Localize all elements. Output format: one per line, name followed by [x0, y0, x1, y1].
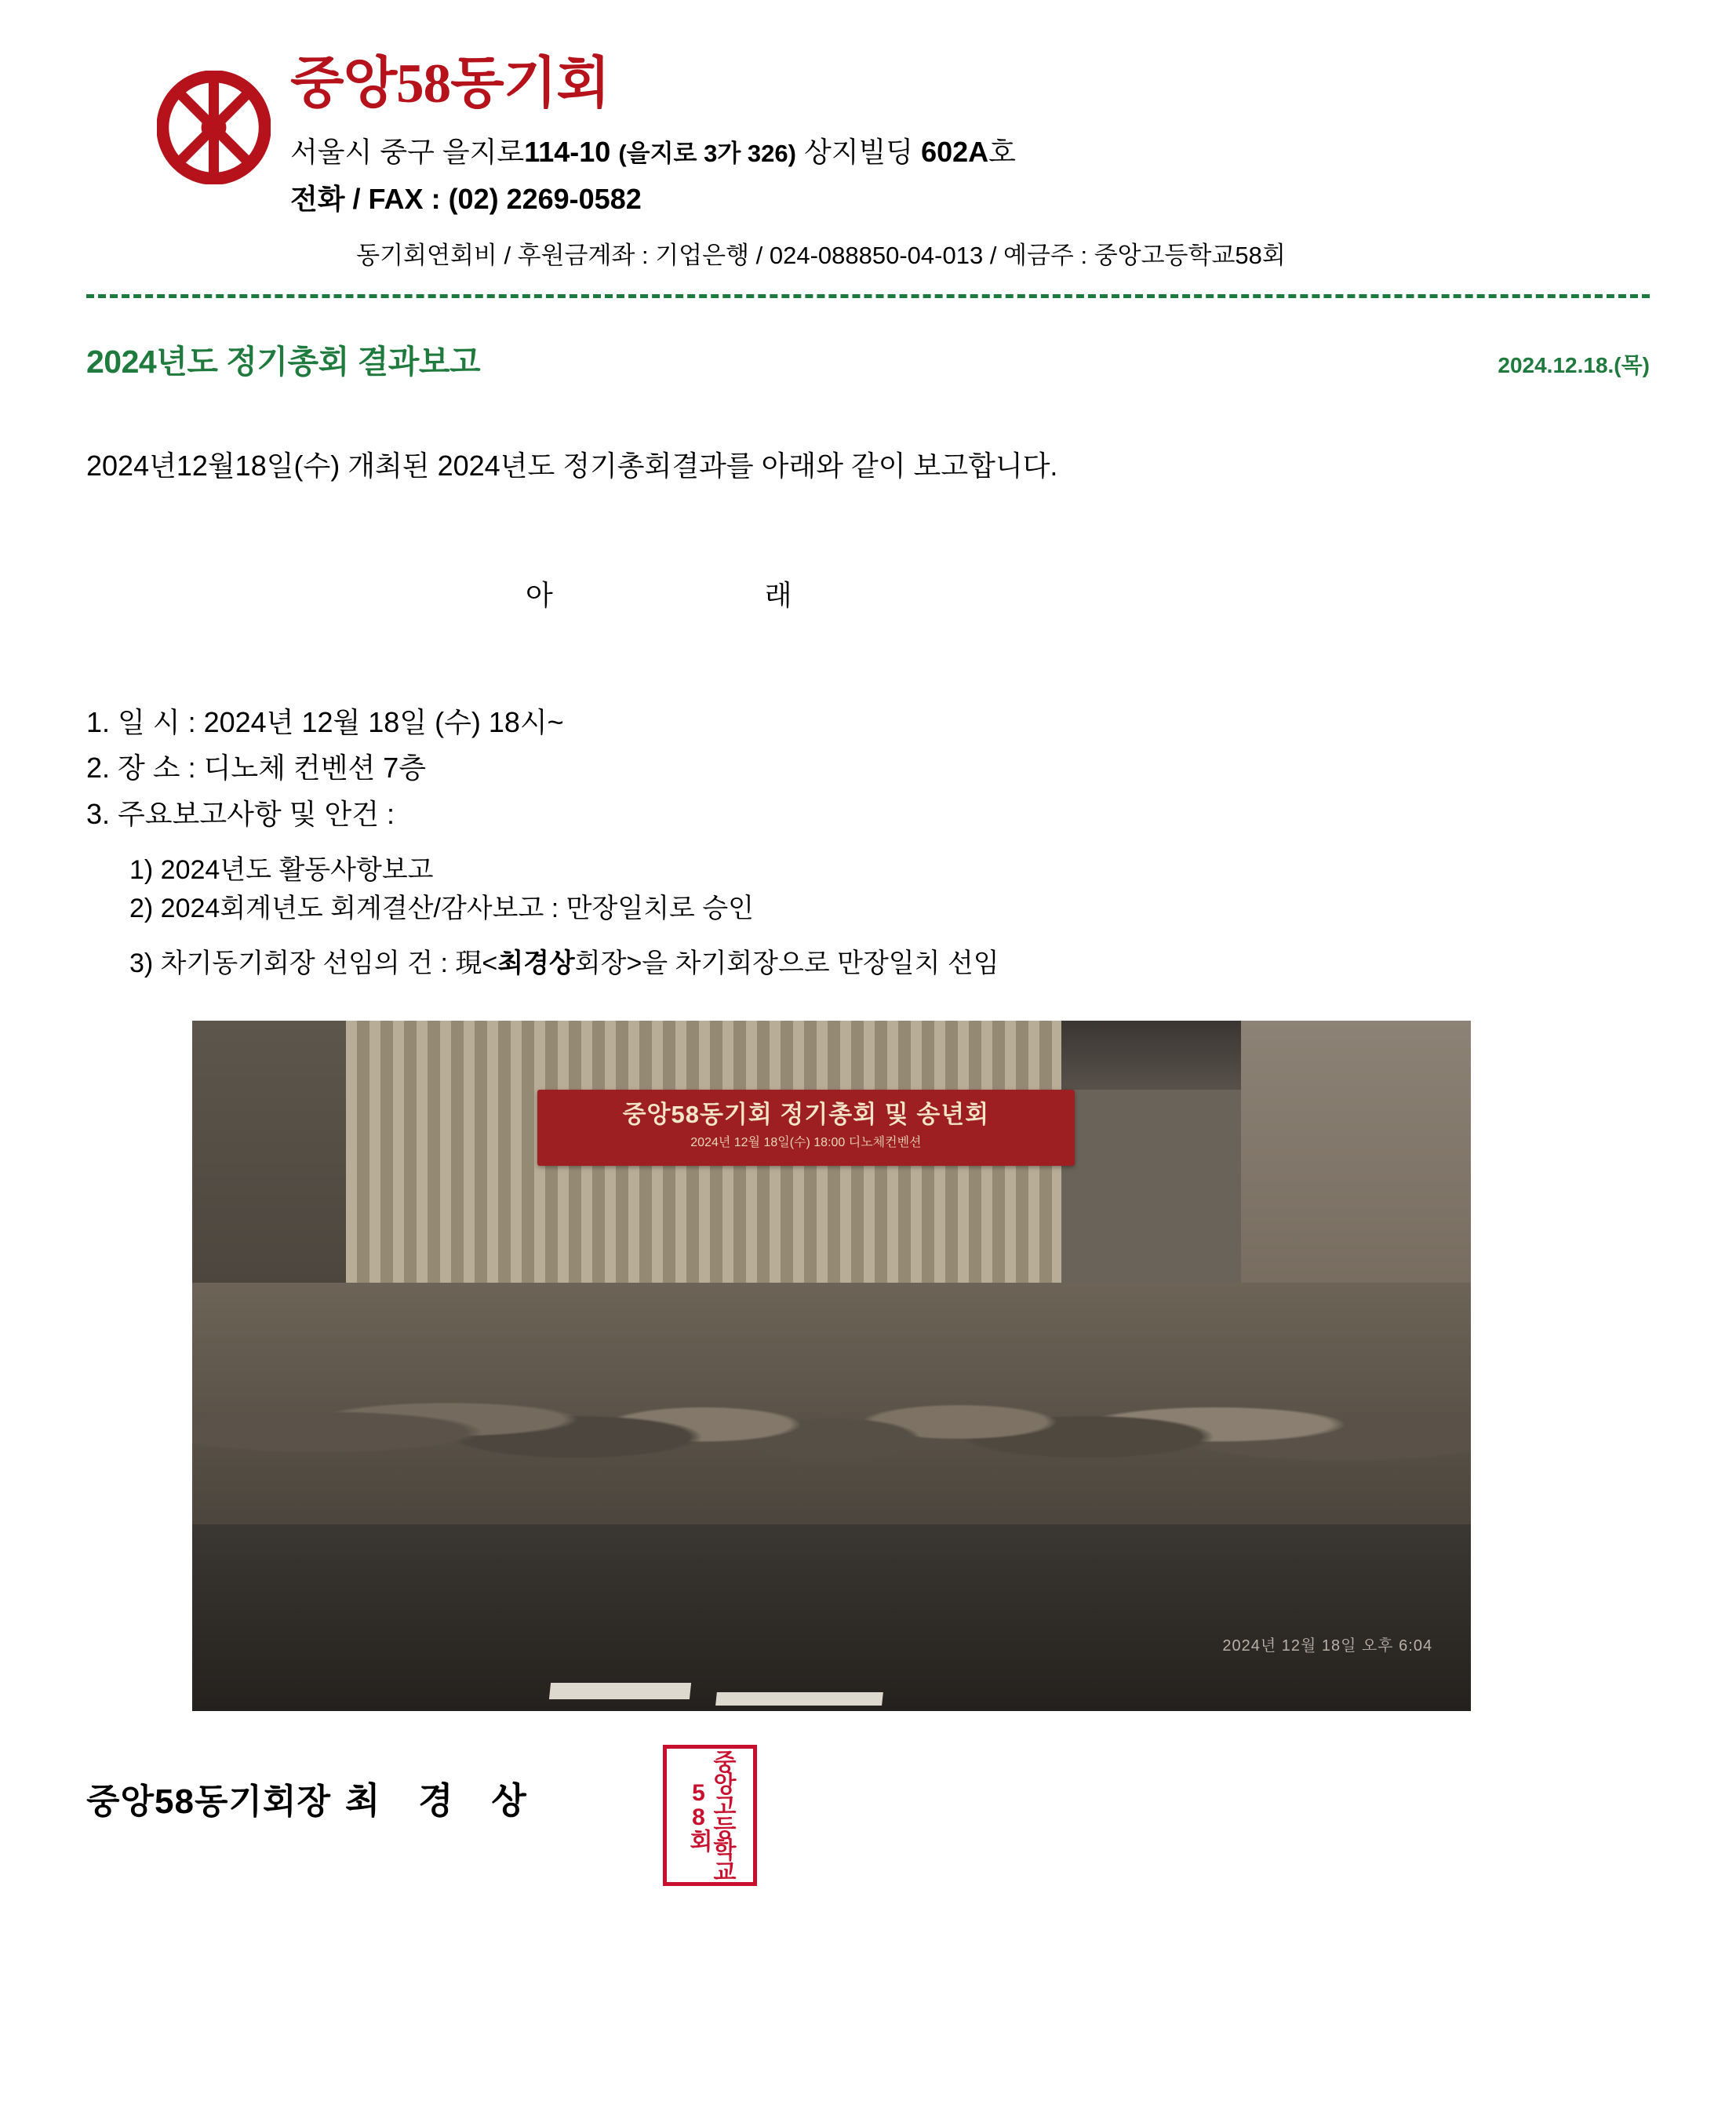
- photo-banner: [537, 1090, 1075, 1166]
- arae-label: 아 래: [526, 579, 894, 612]
- signature-title: 중앙58동기회장: [86, 1782, 331, 1821]
- photo-tables: [192, 1524, 1471, 1711]
- signature-row: [86, 1749, 1736, 1881]
- group-photo: [192, 1021, 1471, 1711]
- agenda-list: [86, 700, 1650, 983]
- official-seal-text: 중앙고등학교58회: [686, 1749, 735, 1881]
- agenda-item-2: 2. 장 소 : 디노체 컨벤션 7층: [86, 752, 427, 785]
- address-suffix: 호: [988, 135, 1016, 168]
- page-title: 2024년도 정기총회 결과보고: [86, 344, 481, 380]
- signature-name: 최 경 상: [344, 1779, 540, 1821]
- photo-table-cloth-1: [549, 1683, 692, 1699]
- agenda-sub-item-3: [129, 945, 1650, 983]
- address-line: [290, 131, 1650, 173]
- photo-timestamp: 2024년 12월 18일 오후 6:04: [1222, 1637, 1433, 1655]
- photo-table-cloth-2: [715, 1692, 883, 1706]
- organization-name: 중앙58동기회: [290, 53, 610, 115]
- bank-account-line: 동기회연회비 / 후원금계좌 : 기업은행 / 024-088850-04-013 / 예금주 : 중앙고등학교58회: [356, 241, 1286, 269]
- agenda-item-1: 1. 일 시 : 2024년 12월 18일 (수) 18시~: [86, 706, 564, 739]
- agenda-sub-item-3-suffix: 회장>을 차기회장으로 만장일치 선임: [574, 948, 999, 978]
- address-prefix: 서울시 중구 을지로: [290, 135, 525, 168]
- photo-crowd: [192, 1283, 1471, 1531]
- agenda-sub-list: [129, 851, 1650, 983]
- address-paren: (을지로 3가 326): [618, 139, 796, 167]
- address-number: 114-10: [524, 135, 611, 168]
- letterhead: [0, 0, 1736, 274]
- photo-banner-text: 중앙58동기회 정기총회 및 송년회: [622, 1100, 990, 1128]
- title-row: [86, 336, 1650, 382]
- address-building: 상지빌딩: [803, 135, 914, 168]
- wheel-emblem-icon: [86, 55, 271, 184]
- photo-banner-subtext: 2024년 12월 18일(수) 18:00 디노체컨벤션: [690, 1136, 922, 1150]
- official-seal: [663, 1745, 757, 1886]
- agenda-sub-item-2: 2) 2024회계년도 회계결산/감사보고 : 만장일치로 승인: [129, 894, 755, 924]
- header-divider: [86, 294, 1650, 298]
- agenda-sub-item-3-highlight: 최경상: [497, 948, 575, 978]
- address-room: 602A: [921, 135, 989, 168]
- agenda-sub-item-1: 1) 2024년도 활동사항보고: [129, 854, 434, 885]
- document-body: [86, 445, 1650, 1711]
- intro-paragraph: 2024년12월18일(수) 개최된 2024년도 정기총회결과를 아래와 같이 보고합니다.: [86, 450, 1058, 482]
- agenda-sub-item-3-prefix: 3) 차기동기회장 선임의 건 : 現<: [129, 948, 498, 978]
- document-date: 2024.12.18.(목): [1498, 353, 1650, 378]
- phone-fax-line: 전화 / FAX : (02) 2269-0582: [290, 182, 642, 215]
- agenda-item-3: 3. 주요보고사항 및 안건 :: [86, 797, 395, 830]
